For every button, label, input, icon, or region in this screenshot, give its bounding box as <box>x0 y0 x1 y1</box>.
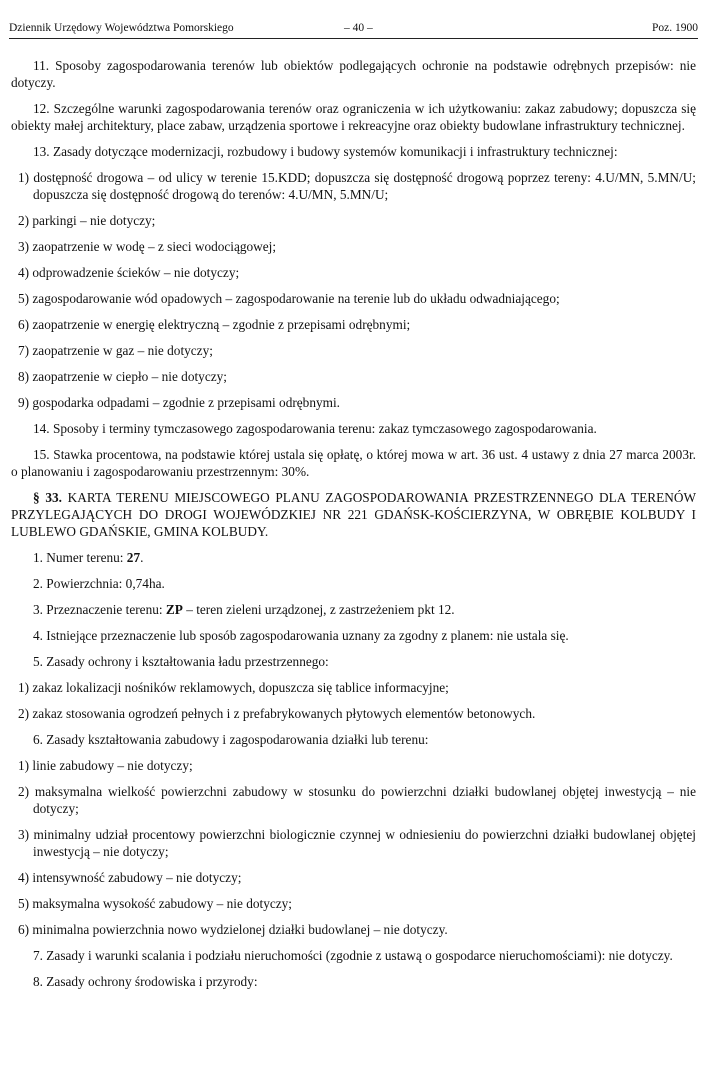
list-item: 5) zagospodarowanie wód opadowych – zagospodarowanie na terenie lub do układu odwadniającego; <box>18 291 560 306</box>
paragraph-13: 13. Zasady dotyczące modernizacji, rozbudowy i budowy systemów komunikacji i infrastruktury technicznej: <box>33 144 618 159</box>
terrain-number: 27 <box>126 550 141 565</box>
list-item: 9) gospodarka odpadami – zgodnie z przepisami odrębnymi. <box>18 395 340 410</box>
paragraph-14: 14. Sposoby i terminy tymczasowego zagospodarowania terenu: zakaz tymczasowego zagospodarowania. <box>33 421 597 436</box>
list-item: 2) parkingi – nie dotyczy; <box>18 213 156 228</box>
list-item: 5) maksymalna wysokość zabudowy – nie dotyczy; <box>18 896 293 911</box>
paragraph-11: 11. Sposoby zagospodarowania terenów lub obiektów podlegających ochronie na podstawie odrębnych przepisów: nie dotyczy. <box>11 58 696 90</box>
journal-title: Dziennik Urzędowy Województwa Pomorskiego <box>9 22 234 34</box>
section-33-heading <box>11 489 696 540</box>
list-item: 4) odprowadzenie ścieków – nie dotyczy; <box>18 265 240 280</box>
point-3 <box>11 601 696 618</box>
point-2: 2. Powierzchnia: 0,74ha. <box>33 576 165 591</box>
list-item: 7) zaopatrzenie w gaz – nie dotyczy; <box>18 343 213 358</box>
section-33-label: § 33. <box>33 490 62 505</box>
point-1 <box>11 549 696 566</box>
point-6: 6. Zasady kształtowania zabudowy i zagospodarowania działki lub terenu: <box>33 732 429 747</box>
page-number: – 40 – <box>344 22 373 34</box>
list-item: 2) maksymalna wielkość powierzchni zabudowy w stosunku do powierzchni działki budowlanej objętej inwestycją – nie dotyczy; <box>18 784 696 816</box>
list-item: 6) minimalna powierzchnia nowo wydzielonej działki budowlanej – nie dotyczy. <box>18 922 448 937</box>
point-5: 5. Zasady ochrony i kształtowania ładu przestrzennego: <box>33 654 329 669</box>
position-number: Poz. 1900 <box>652 22 698 34</box>
point-1-label: 1. Numer terenu: <box>33 550 127 565</box>
point-3-rest: – teren zieleni urządzonej, z zastrzeżeniem pkt 12. <box>182 602 455 617</box>
document-body <box>11 57 696 999</box>
paragraph-12: 12. Szczególne warunki zagospodarowania terenów oraz ograniczenia w ich użytkowaniu: zakaz zabudowy; dopuszcza się obiekty małej architektury, place zabaw, urządzenia sportowe i rekreacyjne oraz obiekty budowlane infrastruktury technicznej. <box>11 101 696 133</box>
list-item: 1) zakaz lokalizacji nośników reklamowych, dopuszcza się tablice informacyjne; <box>18 680 449 695</box>
list-item: 3) zaopatrzenie w wodę – z sieci wodociągowej; <box>18 239 277 254</box>
point-3-label: 3. Przeznaczenie terenu: <box>33 602 166 617</box>
point-8: 8. Zasady ochrony środowiska i przyrody: <box>33 974 258 989</box>
point-7: 7. Zasady i warunki scalania i podziału nieruchomości (zgodnie z ustawą o gospodarce nieruchomościami): nie dotyczy. <box>33 948 673 963</box>
list-item: 1) linie zabudowy – nie dotyczy; <box>18 758 193 773</box>
point-4: 4. Istniejące przeznaczenie lub sposób zagospodarowania uznany za zgodny z planem: nie ustala się. <box>33 628 569 643</box>
list-item: 6) zaopatrzenie w energię elektryczną – zgodnie z przepisami odrębnymi; <box>18 317 411 332</box>
section-33-title: KARTA TERENU MIEJSCOWEGO PLANU ZAGOSPODAROWANIA PRZESTRZENNEGO DLA TERENÓW PRZYLEGAJĄCYCH DO DROGI WOJEWÓDZKIEJ NR 221 GDAŃSK-KOŚCIERZYNA, W OBRĘBIE KOLBUDY I LUBLEWO GDAŃSKIE, GMINA KOLBUDY. <box>11 490 697 539</box>
list-item: 3) minimalny udział procentowy powierzchni biologicznie czynnej w odniesieniu do powierzchni działki budowlanej objętej inwestycją – nie dotyczy; <box>18 827 696 859</box>
terrain-symbol: ZP <box>165 602 183 617</box>
page-header <box>9 22 698 39</box>
list-item: 1) dostępność drogowa – od ulicy w terenie 15.KDD; dopuszcza się dostępność drogową poprzez tereny: 4.U/MN, 5.MN/U; dopuszcza się dostępność drogową do terenów: 4.U/MN, 5.MN/U; <box>18 170 696 202</box>
point-1-end: . <box>140 550 144 565</box>
list-item: 4) intensywność zabudowy – nie dotyczy; <box>18 870 242 885</box>
list-item: 8) zaopatrzenie w ciepło – nie dotyczy; <box>18 369 227 384</box>
list-item: 2) zakaz stosowania ogrodzeń pełnych i z prefabrykowanych płytowych elementów betonowych. <box>18 706 536 721</box>
paragraph-15: 15. Stawka procentowa, na podstawie której ustala się opłatę, o której mowa w art. 36 ust. 4 ustawy z dnia 27 marca 2003r. o planowaniu i zagospodarowaniu przestrzennym: 30%. <box>11 447 696 479</box>
